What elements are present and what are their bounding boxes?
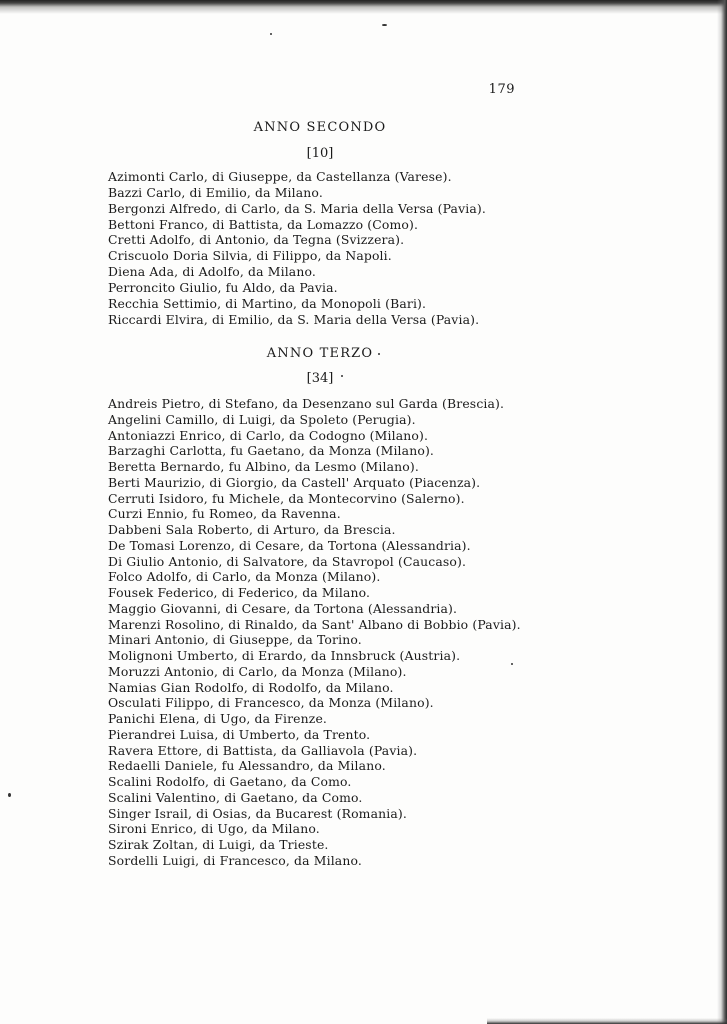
list-entry: Fousek Federico, di Federico, da Milano. — [108, 585, 371, 600]
list-entry: Beretta Bernardo, fu Albino, da Lesmo (Milano). — [108, 459, 419, 474]
list-entry: Diena Ada, di Adolfo, da Milano. — [108, 264, 316, 280]
list-entry: Singer Israil, di Osias, da Bucarest (Romania). — [108, 805, 407, 821]
list-entry: Criscuolo Doria Silvia, di Filippo, da Napoli. — [108, 248, 392, 264]
entry-list — [108, 169, 486, 327]
scan-speck — [270, 33, 272, 35]
list-entry: Panichi Elena, di Ugo, da Firenze. — [108, 711, 328, 726]
list-entry: Ravera Ettore, di Battista, da Galliavola (Pavia). — [108, 742, 418, 758]
list-entry: Bazzi Carlo, di Emilio, da Milano. — [108, 184, 323, 200]
list-entry: Berti Maurizio, di Giorgio, da Castell' Arquato (Piacenza). — [108, 474, 481, 490]
list-entry: Barzaghi Carlotta, fu Gaetano, da Monza (Milano). — [108, 443, 435, 459]
list-entry: Szirak Zoltan, di Luigi, da Trieste. — [108, 837, 329, 852]
page-number: 179 — [488, 82, 515, 97]
list-entry: Azimonti Carlo, di Giuseppe, da Castellanza (Varese). — [108, 169, 452, 184]
list-entry: Osculati Filippo, di Francesco, da Monza (Milano). — [108, 695, 434, 711]
list-entry: Sironi Enrico, di Ugo, da Milano. — [108, 821, 320, 837]
list-entry: Antoniazzi Enrico, di Carlo, da Codogno (Milano). — [108, 427, 429, 443]
list-entry: Riccardi Elvira, di Emilio, da S. Maria della Versa (Pavia). — [108, 311, 480, 327]
list-entry: De Tomasi Lorenzo, di Cesare, da Tortona (Alessandria). — [108, 537, 471, 553]
section-heading: ANNO TERZO — [266, 346, 374, 361]
list-entry: Recchia Settimio, di Martino, da Monopoli (Bari). — [108, 295, 427, 311]
list-entry: Scalini Valentino, di Gaetano, da Como. — [108, 789, 363, 805]
list-entry: Moruzzi Antonio, di Carlo, da Monza (Milano). — [108, 663, 407, 679]
list-entry: Cerruti Isidoro, fu Michele, da Montecorvino (Salerno). — [108, 490, 465, 506]
list-entry: Maggio Giovanni, di Cesare, da Tortona (Alessandria). — [108, 600, 458, 616]
list-entry: Di Giulio Antonio, di Salvatore, da Stavropol (Caucaso). — [108, 553, 467, 569]
scan-edge-bottom — [487, 1018, 727, 1024]
list-entry: Marenzi Rosolino, di Rinaldo, da Sant' Albano di Bobbio (Pavia). — [108, 616, 521, 632]
section-count: [34] — [306, 371, 334, 386]
scan-speck — [8, 793, 11, 797]
section-count: [10] — [306, 146, 334, 161]
section-heading: ANNO SECONDO — [253, 120, 387, 135]
list-entry: Minari Antonio, di Giuseppe, da Torino. — [108, 632, 362, 648]
list-entry: Namias Gian Rodolfo, di Rodolfo, da Milano. — [108, 679, 394, 695]
entry-list — [108, 396, 521, 869]
list-entry: Dabbeni Sala Roberto, di Arturo, da Brescia. — [108, 522, 396, 537]
list-entry: Bettoni Franco, di Battista, da Lomazzo (Como). — [108, 216, 419, 232]
list-entry: Redaelli Daniele, fu Alessandro, da Milano. — [108, 758, 386, 774]
list-entry: Curzi Ennio, fu Romeo, da Ravenna. — [108, 506, 341, 522]
list-entry: Scalini Rodolfo, di Gaetano, da Como. — [108, 774, 352, 789]
list-entry: Cretti Adolfo, di Antonio, da Tegna (Svizzera). — [108, 232, 405, 248]
list-entry: Sordelli Luigi, di Francesco, da Milano. — [108, 852, 362, 868]
list-entry: Pierandrei Luisa, di Umberto, da Trento. — [108, 726, 371, 742]
scan-speck — [382, 24, 387, 26]
list-entry: Molignoni Umberto, di Erardo, da Innsbruck (Austria). — [108, 648, 461, 663]
scan-edge-right — [717, 0, 727, 1024]
list-entry: Angelini Camillo, di Luigi, da Spoleto (Perugia). — [108, 411, 416, 427]
list-entry: Folco Adolfo, di Carlo, da Monza (Milano). — [108, 569, 381, 585]
list-entry: Bergonzi Alfredo, di Carlo, da S. Maria della Versa (Pavia). — [108, 200, 486, 216]
list-entry: Perroncito Giulio, fu Aldo, da Pavia. — [108, 279, 338, 295]
list-entry: Andreis Pietro, di Stefano, da Desenzano sul Garda (Brescia). — [108, 396, 505, 411]
scan-edge-top — [0, 0, 727, 14]
